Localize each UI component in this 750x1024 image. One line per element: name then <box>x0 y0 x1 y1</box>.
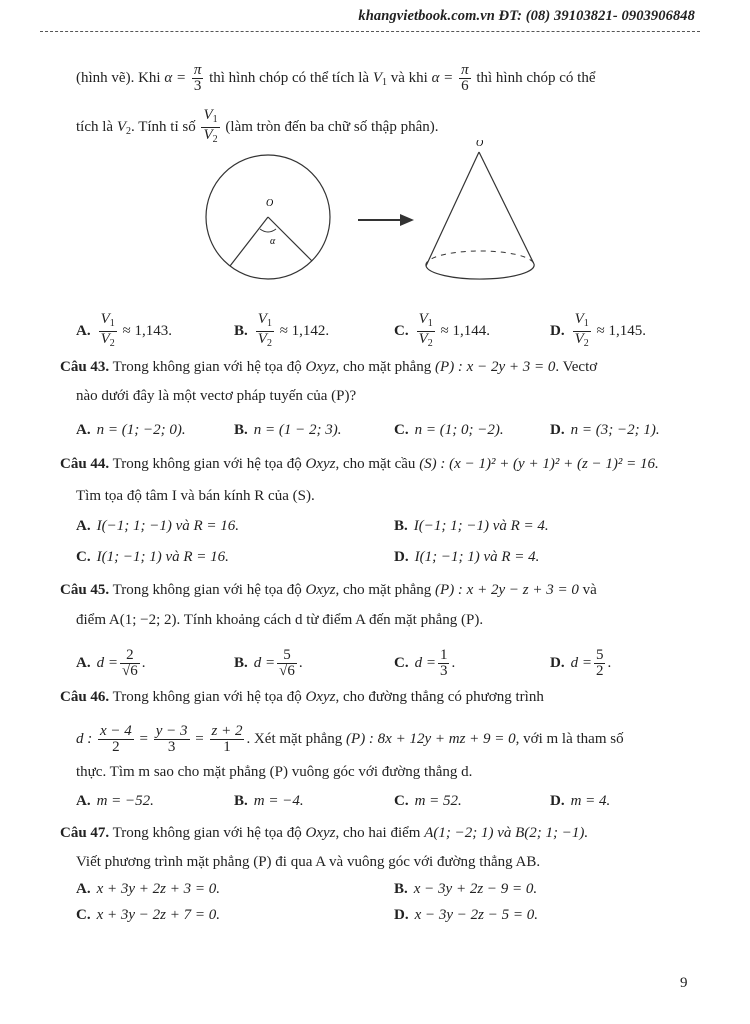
q42-text: thì hình chóp có thể tích là <box>209 69 370 86</box>
fraction-y: $\frac{y - 3}{3}$ <box>155 723 188 755</box>
q43-option-b[interactable]: B. n = (1 − 2; 3). <box>234 422 342 438</box>
center-label: O <box>266 198 274 209</box>
q42-text: (làm tròn đến ba chữ số thập phân). <box>225 118 439 135</box>
arrow-head-icon <box>400 214 414 226</box>
cone-side-right <box>479 152 534 264</box>
fraction-z: $\frac{z + 2}{1}$ <box>211 723 243 755</box>
q46-line-3: thực. Tìm m sao cho mặt phẳng (P) vuông góc với đường thẳng d. <box>76 764 473 780</box>
sector-radius-left <box>230 217 268 266</box>
q44-option-c[interactable]: C. I(1; −1; 1) và R = 16. <box>76 549 229 565</box>
question-label: Câu 45. <box>60 582 110 598</box>
cone-side-left <box>426 152 479 266</box>
q47-line-1: Câu 47. Trong không gian với hệ tọa độ Oxyz, cho hai điểm A(1; −2; 1) và B(2; 1; −1). <box>60 825 589 841</box>
q47-option-c[interactable]: C. x + 3y − 2z + 7 = 0. <box>76 907 220 923</box>
header-divider <box>40 31 700 32</box>
q46-option-d[interactable]: D. m = 4. <box>550 793 611 809</box>
question-label: Câu 47. <box>60 825 110 841</box>
q46-line-2: d : $\frac{x - 4}{2}$ = $\frac{y - 3}{3}$ = $\frac{z + 2}{1}$ . Xét mặt phẳng (P) : 8x + 12y + mz + 9 = 0, với m là tham số <box>76 723 624 755</box>
ratio-v1-v2: $\frac{V_1}{V_2}$ <box>203 107 218 145</box>
q42-line-1: (hình vẽ). Khi α = $\frac{\pi}{3}$ thì hình chóp có thể tích là $V_1$ và khi α = $\frac{\pi}{6}$ thì hình chóp có thể <box>76 62 596 94</box>
q45-option-d[interactable]: D. d = $\frac{5}{2}$ . <box>550 647 612 679</box>
q42-option-a[interactable]: A. $\frac{V_1}{V_2}$ ≈ 1,143. <box>76 311 172 349</box>
q45-option-a[interactable]: A. d = $\frac{2}{√6}$ . <box>76 647 146 679</box>
plane-equation: (P) : x − 2y + 3 = 0 <box>435 359 556 375</box>
q44-option-a[interactable]: A. I(−1; 1; −1) và R = 16. <box>76 518 240 534</box>
q44-line-1: Câu 44. Trong không gian với hệ tọa độ Oxyz, cho mặt cầu (S) : (x − 1)² + (y + 1)² + (z − 1)² = 16. <box>60 456 659 472</box>
q42-text: (hình vẽ). Khi <box>76 69 161 86</box>
question-label: Câu 43. <box>60 359 110 375</box>
q45-option-b[interactable]: B. d = $\frac{5}{√6}$ . <box>234 647 303 679</box>
q44-option-b[interactable]: B. I(−1; 1; −1) và R = 4. <box>394 518 549 534</box>
pi-over-6: $\frac{\pi}{6}$ <box>461 62 469 94</box>
circle-to-cone-figure <box>200 140 540 300</box>
q47-option-d[interactable]: D. x − 3y − 2z − 5 = 0. <box>394 907 538 923</box>
points-ab: A(1; −2; 1) và B(2; 1; −1). <box>424 825 589 841</box>
q42-text: tích là <box>76 118 114 135</box>
q43-option-c[interactable]: C. n = (1; 0; −2). <box>394 422 504 438</box>
plane-equation: (P) : 8x + 12y + mz + 9 = 0 <box>346 730 516 747</box>
q42-text: và khi <box>390 69 428 86</box>
cone-base-front <box>426 264 534 279</box>
q42-option-c[interactable]: C. $\frac{V_1}{V_2}$ ≈ 1,144. <box>394 311 490 349</box>
q46-line-1: Câu 46. Trong không gian với hệ tọa độ Oxyz, cho đường thẳng có phương trình <box>60 689 544 705</box>
question-label: Câu 46. <box>60 689 110 705</box>
sphere-equation: (S) : (x − 1)² + (y + 1)² + (z − 1)² = 16. <box>419 456 659 472</box>
page-header: khangvietbook.com.vn ĐT: (08) 39103821- 0903906848 <box>358 8 695 24</box>
q42-option-b[interactable]: B. $\frac{V_1}{V_2}$ ≈ 1,142. <box>234 311 330 349</box>
q42-option-d[interactable]: D. $\frac{V_1}{V_2}$ ≈ 1,145. <box>550 311 646 349</box>
q46-option-a[interactable]: A. m = −52. <box>76 793 154 809</box>
pi-over-3: $\frac{\pi}{3}$ <box>193 62 202 94</box>
q45-line-1: Câu 45. Trong không gian với hệ tọa độ Oxyz, cho mặt phẳng (P) : x + 2y − z + 3 = 0 và <box>60 582 597 598</box>
q44-line-2: Tìm tọa độ tâm I và bán kính R của (S). <box>76 488 315 504</box>
q46-option-b[interactable]: B. m = −4. <box>234 793 304 809</box>
apex-label: O <box>476 140 484 149</box>
alpha-eq: α = <box>431 69 454 86</box>
q43-option-a[interactable]: A. n = (1; −2; 0). <box>76 422 186 438</box>
angle-label: α <box>270 236 276 247</box>
q42-text: . Tính tỉ số <box>131 118 196 135</box>
plane-equation: (P) : x + 2y − z + 3 = 0 <box>435 582 579 598</box>
angle-arc <box>260 229 276 232</box>
q42-text: thì hình chóp có thể <box>476 69 596 86</box>
q44-option-d[interactable]: D. I(1; −1; 1) và R = 4. <box>394 549 540 565</box>
q47-line-2: Viết phương trình mặt phẳng (P) đi qua A và vuông góc với đường thẳng AB. <box>76 854 541 870</box>
fraction-x: $\frac{x - 4}{2}$ <box>100 723 132 755</box>
page-number: 9 <box>680 975 688 991</box>
q45-line-2: điểm A(1; −2; 2). Tính khoảng cách d từ điểm A đến mặt phẳng (P). <box>76 612 484 628</box>
cone-base-back <box>426 251 534 266</box>
q43-line-1: Câu 43. Trong không gian với hệ tọa độ Oxyz, cho mặt phẳng (P) : x − 2y + 3 = 0. Vectơ <box>60 359 598 375</box>
alpha-eq: α = <box>164 69 187 86</box>
q43-option-d[interactable]: D. n = (3; −2; 1). <box>550 422 660 438</box>
q47-option-a[interactable]: A. x + 3y + 2z + 3 = 0. <box>76 881 220 897</box>
q46-option-c[interactable]: C. m = 52. <box>394 793 462 809</box>
q43-line-2: nào dưới đây là một vectơ pháp tuyến của (P)? <box>76 388 357 404</box>
q45-option-c[interactable]: C. d = $\frac{1}{3}$ . <box>394 647 456 679</box>
q42-line-2: tích là $V_2$. Tính tỉ số $\frac{V_1}{V_2}$ (làm tròn đến ba chữ số thập phân). <box>76 107 439 145</box>
q47-option-b[interactable]: B. x − 3y + 2z − 9 = 0. <box>394 881 538 897</box>
question-label: Câu 44. <box>60 456 110 472</box>
